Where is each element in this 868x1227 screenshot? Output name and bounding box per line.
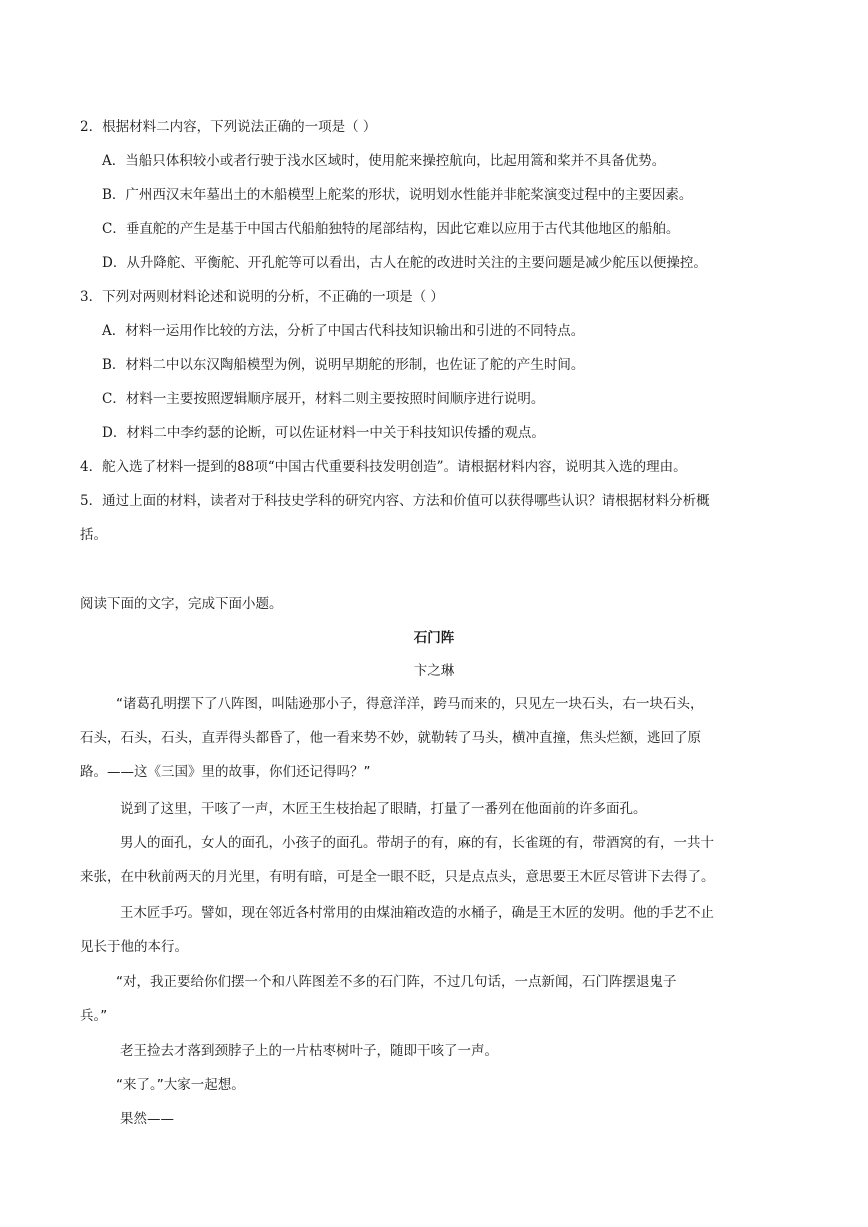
story-paragraph-line: 石头，石头，石头，直弄得头都昏了，他一看来势不妙，就勒转了马头，横冲直撞，焦头烂额，逃回了原 [80, 730, 701, 746]
story-paragraph-line: 果然—— [120, 1111, 174, 1127]
question-3-option-b: B．材料二中以东汉陶船模型为例，说明早期舵的形制，也佐证了舵的产生时间。 [102, 357, 585, 373]
story-author: 卞之琳 [413, 663, 455, 679]
question-2-option-a: A．当船只体积较小或者行驶于浅水区域时，使用舵来操控航向，比起用篙和桨并不具备优势。 [102, 153, 666, 169]
question-2-option-b: B．广州西汉末年墓出土的木船模型上舵桨的形状，说明划水性能并非舵桨演变过程中的主要因素。 [102, 187, 693, 203]
story-paragraph-line: 见长于他的本行。 [80, 939, 188, 955]
story-paragraph-line: “对，我正要给你们摆一个和八阵图差不多的石门阵，不过几句话，一点新闻，石门阵摆退鬼子 [116, 974, 677, 990]
question-2-stem: 2．根据材料二内容，下列说法正确的一项是（ ） [80, 119, 377, 135]
story-paragraph-line: 王木匠手巧。譬如，现在邻近各村常用的由煤油箱改造的水桶子，确是王木匠的发明。他的手艺不止 [120, 905, 714, 921]
question-5-line-2: 括。 [80, 527, 107, 543]
story-paragraph-line: “诸葛孔明摆下了八阵图，叫陆逊那小子，得意洋洋，跨马而来的，只见左一块石头，右一块石头， [116, 696, 704, 712]
question-5-line-1: 5．通过上面的材料，读者对于科技史学科的研究内容、方法和价值可以获得哪些认识？请根据材料分析概 [80, 493, 710, 509]
question-2-option-d: D．从升降舵、平衡舵、开孔舵等可以看出，古人在舵的改进时关注的主要问题是减少舵压以便操控。 [102, 255, 707, 271]
story-paragraph-line: 男人的面孔，女人的面孔，小孩子的面孔。带胡子的有，麻的有，长雀斑的有，带酒窝的有，一共十 [120, 835, 714, 851]
story-title: 石门阵 [413, 630, 455, 646]
story-paragraph-line: 兵。” [80, 1008, 108, 1024]
story-paragraph-line: “来了。”大家一起想。 [116, 1077, 245, 1093]
reading-instruction: 阅读下面的文字，完成下面小题。 [80, 596, 283, 612]
story-paragraph-line: 路。——这《三国》里的故事，你们还记得吗？” [80, 764, 371, 780]
question-3-option-a: A．材料一运用作比较的方法，分析了中国古代科技知识输出和引进的不同特点。 [102, 323, 585, 339]
question-3-option-d: D．材料二中李约瑟的论断，可以佐证材料一中关于科技知识传播的观点。 [102, 425, 545, 441]
story-paragraph-line: 老王捡去才落到颈脖子上的一片枯枣树叶子，随即干咳了一声。 [120, 1043, 498, 1059]
question-3-option-c: C．材料一主要按照逻辑顺序展开，材料二则主要按照时间顺序进行说明。 [102, 391, 545, 407]
question-4: 4．舵入选了材料一提到的88项“中国古代重要科技发明创造”。请根据材料内容，说明其入选的理由。 [80, 459, 687, 475]
question-3-stem: 3．下列对两则材料论述和说明的分析，不正确的一项是（ ） [80, 289, 444, 305]
question-2-option-c: C．垂直舵的产生是基于中国古代船舶独特的尾部结构，因此它难以应用于古代其他地区的船舶。 [102, 221, 680, 237]
story-paragraph-line: 来张，在中秋前两天的月光里，有明有暗，可是全一眼不眨，只是点点头，意思要王木匠尽管讲下去得了。 [80, 869, 715, 885]
story-paragraph-line: 说到了这里，干咳了一声，木匠王生枝抬起了眼睛，打量了一番列在他面前的许多面孔。 [120, 801, 647, 817]
